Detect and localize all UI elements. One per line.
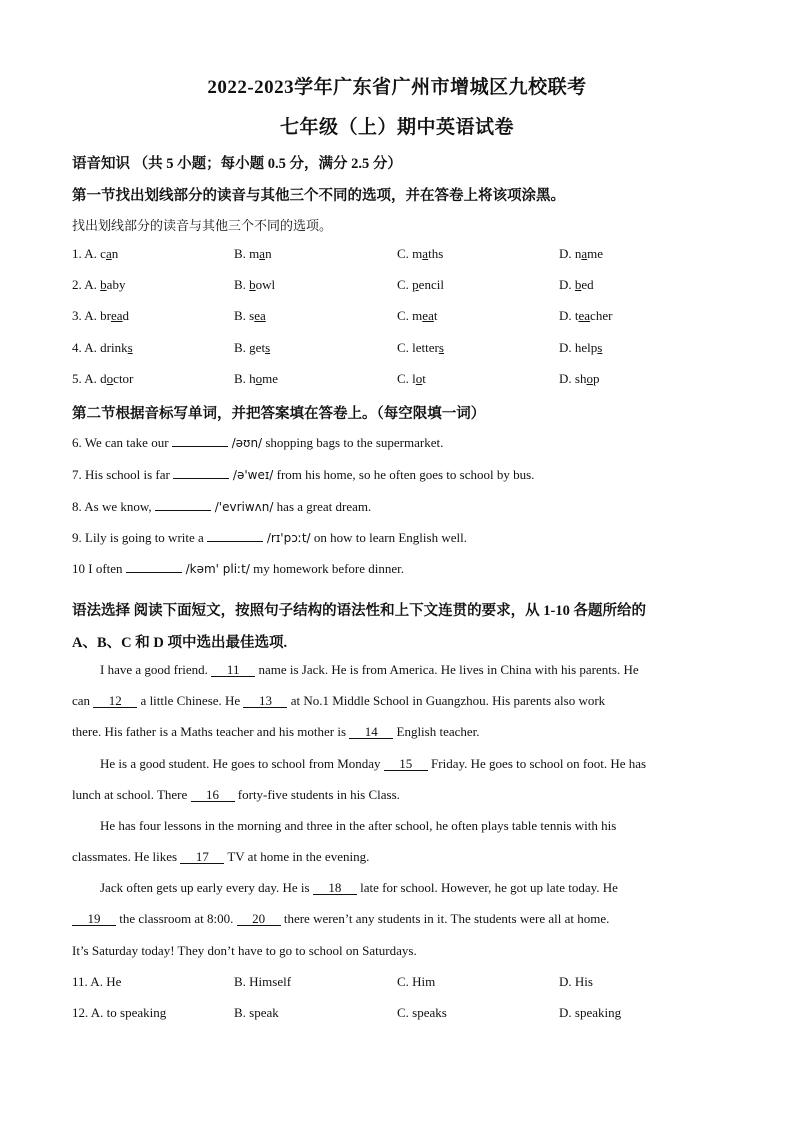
option-text: C. m xyxy=(397,308,423,323)
passage-text: late for school. However, he got up late today. He xyxy=(356,880,618,895)
question-text: my homework before dinner. xyxy=(249,561,405,576)
passage-text: classmates. He likes xyxy=(72,849,181,864)
option-text: ed xyxy=(581,277,594,292)
passage-text: lunch at school. There xyxy=(72,787,191,802)
phonics-question-row xyxy=(72,340,732,360)
numbered-blank: 18 xyxy=(313,880,357,895)
passage-text: He is a good student. He goes to school from Monday xyxy=(100,756,384,771)
option-text: B. s xyxy=(234,308,255,323)
underlined-letters: o xyxy=(415,371,423,386)
passage-text: there. His father is a Maths teacher and his mother is xyxy=(72,724,350,739)
passage-text: TV at home in the evening. xyxy=(224,849,370,864)
option-text: me xyxy=(587,246,604,261)
numbered-blank: 12 xyxy=(93,693,137,708)
option-text: n xyxy=(265,246,272,261)
option-text: C. m xyxy=(397,246,423,261)
phonetic-transcription: /ə'weɪ/ xyxy=(229,468,274,482)
underlined-letters: a xyxy=(422,246,429,261)
underlined-letters: ea xyxy=(422,308,434,323)
option-text: B. xyxy=(234,277,250,292)
phonics-option-a xyxy=(72,277,125,293)
phonics-question-row xyxy=(72,277,732,297)
phonics-option-b xyxy=(234,277,275,293)
passage-line xyxy=(100,880,745,896)
passage-line xyxy=(72,787,717,803)
phonics-option-d xyxy=(559,371,599,387)
phonics-question-row xyxy=(72,371,732,391)
phonics-option-c xyxy=(397,308,437,324)
section2-header-line1: 语法选择 阅读下面短文，按照句子结构的语法性和上下文连贯的要求，从 1-10 各题所给的 xyxy=(72,603,646,619)
underlined-letters: ea xyxy=(254,308,266,323)
option-text: C. l xyxy=(397,371,416,386)
underlined-letters: s xyxy=(438,340,444,355)
answer-blank xyxy=(126,558,182,573)
passage-text: the classroom at 8:00. xyxy=(116,911,237,926)
phonics-option-c xyxy=(397,277,444,293)
passage-text: there weren’t any students in it. The students were all at home. xyxy=(280,911,610,926)
answer-blank xyxy=(207,527,263,542)
passage-text: at No.1 Middle School in Guangzhou. His parents also work xyxy=(287,693,606,708)
underlined-letters: s xyxy=(597,340,603,355)
option-text: aby xyxy=(106,277,126,292)
passage-text: a little Chinese. He xyxy=(137,693,244,708)
phonics-question-row xyxy=(72,308,732,328)
choice-option-b: B. Himself xyxy=(234,974,292,989)
option-text: 5. A. d xyxy=(72,371,107,386)
fill-question xyxy=(72,558,404,577)
question-text: 10 I often xyxy=(72,561,126,576)
passage-text: I have a good friend. xyxy=(100,662,212,677)
phonics-option-d xyxy=(559,277,594,293)
option-text: C. xyxy=(397,277,413,292)
underlined-letters: b xyxy=(100,277,107,292)
option-text: me xyxy=(262,371,279,386)
numbered-blank: 15 xyxy=(384,756,428,771)
option-text: 2. A. xyxy=(72,277,101,292)
underlined-letters: a xyxy=(259,246,266,261)
numbered-blank: 17 xyxy=(180,849,224,864)
passage-line xyxy=(72,943,717,959)
option-text: ths xyxy=(428,246,444,261)
choice-option-c: C. Him xyxy=(397,974,436,989)
part1-title: 第一节找出划线部分的读音与其他三个不同的选项，并在答卷上将该项涂黑。 xyxy=(72,188,565,204)
option-text: B. get xyxy=(234,340,266,355)
passage-line xyxy=(100,756,745,772)
phonics-option-b xyxy=(234,340,270,356)
section2-header-line2: A、B、C 和 D 项中选出最佳选项. xyxy=(72,635,288,651)
phonics-option-d xyxy=(559,246,603,262)
exam-title-line2: 七年级（上）期中英语试卷 xyxy=(279,117,514,138)
phonics-option-d xyxy=(559,308,612,324)
question-text: 7. His school is far xyxy=(72,467,174,482)
choice-option-c: C. speaks xyxy=(397,1005,447,1020)
question-text: 6. We can take our xyxy=(72,435,172,450)
passage-text: Jack often gets up early every day. He is xyxy=(100,880,313,895)
choice-option-b: B. speak xyxy=(234,1005,279,1020)
option-text: ctor xyxy=(113,371,134,386)
choice-row xyxy=(72,974,732,994)
underlined-letters: a xyxy=(581,246,588,261)
fill-question xyxy=(72,432,443,451)
option-text: D. help xyxy=(559,340,598,355)
question-text: shopping bags to the supermarket. xyxy=(262,435,444,450)
numbered-blank: 13 xyxy=(243,693,287,708)
option-text: 3. A. br xyxy=(72,308,111,323)
underlined-letters: b xyxy=(249,277,256,292)
option-text: encil xyxy=(418,277,444,292)
phonetic-transcription: /əʊn/ xyxy=(227,436,263,450)
passage-line xyxy=(72,693,717,709)
numbered-blank: 14 xyxy=(349,724,393,739)
fill-question xyxy=(72,496,371,515)
phonics-option-c xyxy=(397,246,443,262)
option-text: d xyxy=(122,308,130,323)
passage-text: English teacher. xyxy=(393,724,480,739)
answer-blank xyxy=(155,496,211,511)
phonics-option-b xyxy=(234,246,272,262)
phonics-option-a xyxy=(72,371,133,387)
passage-text: It’s Saturday today! They don’t have to go to school on Saturdays. xyxy=(72,943,417,958)
numbered-blank: 20 xyxy=(237,911,281,926)
phonics-option-d xyxy=(559,340,602,356)
phonetic-transcription: /'evriwʌn/ xyxy=(210,500,274,514)
phonics-option-b xyxy=(234,371,278,387)
question-text: on how to learn English well. xyxy=(310,530,467,545)
passage-line xyxy=(72,849,717,865)
choice-row xyxy=(72,1005,732,1025)
passage-text: forty-five students in his Class. xyxy=(234,787,400,802)
underlined-letters: ea xyxy=(578,308,591,323)
phonics-option-b xyxy=(234,308,266,324)
fill-question xyxy=(72,464,534,483)
passage-text: name is Jack. He is from America. He lives in China with his parents. He xyxy=(255,662,639,677)
passage-text: Friday. He goes to school on foot. He has xyxy=(427,756,647,771)
choice-option-a: 12. A. to speaking xyxy=(72,1005,167,1020)
exam-title-line1: 2022-2023学年广东省广州市增城区九校联考 xyxy=(207,77,587,98)
phonics-option-a xyxy=(72,308,129,324)
underlined-letters: o xyxy=(106,371,114,386)
question-text: 8. As we know, xyxy=(72,499,155,514)
numbered-blank: 11 xyxy=(211,662,255,677)
answer-blank xyxy=(173,464,229,479)
underlined-letters: b xyxy=(574,277,582,292)
option-text: B. m xyxy=(234,246,260,261)
option-text: 4. A. drink xyxy=(72,340,128,355)
option-text: 1. A. c xyxy=(72,246,106,261)
option-text: t xyxy=(433,308,438,323)
underlined-letters: ea xyxy=(111,308,123,323)
phonetic-transcription: /kəm' pliːt/ xyxy=(181,562,250,576)
passage-text: He has four lessons in the morning and three in the after school, he often plays table tennis with his xyxy=(100,818,617,833)
passage-line xyxy=(100,662,745,678)
option-text: t xyxy=(422,371,426,386)
option-text: C. letter xyxy=(397,340,439,355)
part2-title: 第二节根据音标写单词，并把答案填在答卷上。（每空限填一词） xyxy=(72,406,486,422)
question-text: has a great dream. xyxy=(273,499,372,514)
option-text: B. h xyxy=(234,371,256,386)
option-text: owl xyxy=(255,277,276,292)
choice-option-a: 11. A. He xyxy=(72,974,122,989)
underlined-letters: s xyxy=(127,340,133,355)
passage-text: can xyxy=(72,693,94,708)
answer-blank xyxy=(172,432,228,447)
question-text: 9. Lily is going to write a xyxy=(72,530,208,545)
option-text: cher xyxy=(590,308,613,323)
underlined-letters: p xyxy=(412,277,419,292)
option-text: D. sh xyxy=(559,371,587,386)
numbered-blank: 19 xyxy=(72,911,116,926)
option-text: D. t xyxy=(559,308,579,323)
numbered-blank: 16 xyxy=(191,787,235,802)
passage-line xyxy=(72,911,717,927)
phonics-option-a xyxy=(72,246,118,262)
phonics-option-c xyxy=(397,371,426,387)
underlined-letters: o xyxy=(586,371,593,386)
phonics-option-c xyxy=(397,340,444,356)
phonics-option-a xyxy=(72,340,133,356)
phonetic-transcription: /rɪ'pɔːt/ xyxy=(263,531,311,545)
phonics-question-row xyxy=(72,246,732,266)
part1-instruction: 找出划线部分的读音与其他三个不同的选项。 xyxy=(72,219,333,234)
option-text: p xyxy=(592,371,600,386)
choice-option-d: D. speaking xyxy=(559,1005,622,1020)
section1-header: 语音知识 （共 5 小题；每小题 0.5 分，满分 2.5 分） xyxy=(72,156,402,172)
option-text: n xyxy=(111,246,119,261)
choice-option-d: D. His xyxy=(559,974,593,989)
underlined-letters: a xyxy=(105,246,112,261)
option-text: D. n xyxy=(559,246,582,261)
underlined-letters: s xyxy=(265,340,271,355)
passage-line xyxy=(72,724,717,740)
fill-question xyxy=(72,527,467,546)
passage-line xyxy=(100,818,745,834)
underlined-letters: o xyxy=(255,371,263,386)
option-text: D. xyxy=(559,277,575,292)
question-text: from his home, so he often goes to school by bus. xyxy=(273,467,535,482)
